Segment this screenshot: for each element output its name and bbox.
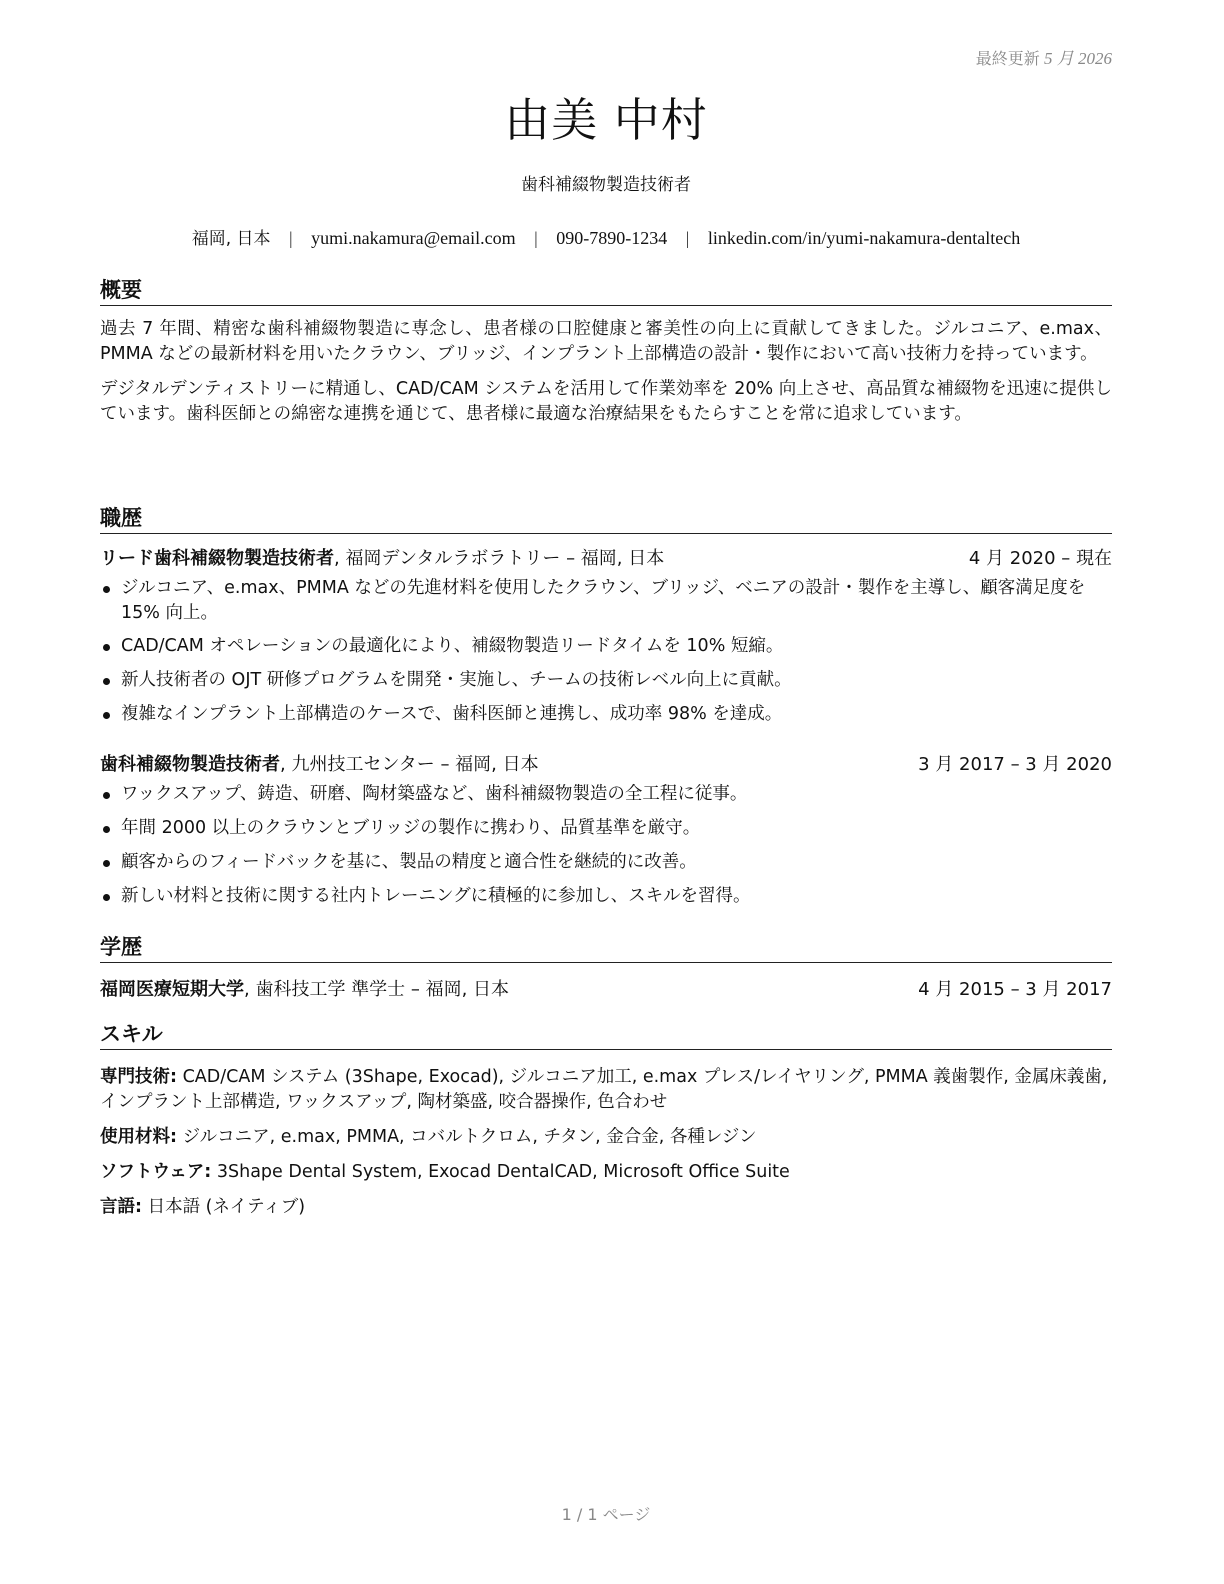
- contact-linkedin[interactable]: linkedin.com/in/yumi-nakamura-dentaltech: [707, 228, 1021, 248]
- skill-text: 3Shape Dental System, Exocad DentalCAD, Microsoft Office Suite: [211, 1162, 790, 1182]
- skill-text: 日本語 (ネイティブ): [142, 1197, 306, 1217]
- bullet-text: 新人技術者の OJT 研修プログラムを開発・実施し、チームの技術レベル向上に貢献。: [121, 670, 792, 690]
- list-item: [100, 634, 1112, 659]
- contact-line: [100, 224, 1112, 249]
- summary-paragraph: 過去 7 年間、精密な歯科補綴物製造に専念し、患者様の口腔健康と審美性の向上に貢献してきました。ジルコニア、e.max、PMMA などの最新材料を用いたクラウン、ブリッジ、インプラント上部構造の設計・製作において高い技術力を持っています。: [100, 319, 1112, 364]
- job-title: 歯科補綴物製造技術者: [521, 175, 691, 195]
- job-header: [100, 753, 1112, 777]
- list-item: [100, 702, 1112, 727]
- experience-section: [100, 505, 1112, 909]
- bullet-text: 顧客からのフィードバックを基に、製品の精度と適合性を継続的に改善。: [121, 852, 697, 872]
- job-bullets: [100, 782, 1112, 909]
- bullet-icon: [103, 894, 110, 901]
- job-dates: 4 月 2020 – 現在: [968, 548, 1112, 569]
- skill-label: 専門技術:: [100, 1067, 177, 1087]
- skill-row: [100, 1125, 1112, 1150]
- summary-paragraph: デジタルデンティストリーに精通し、CAD/CAM システムを活用して作業効率を 20% 向上させ、高品質な補綴物を迅速に提供しています。歯科医師との綿密な連携を通じて、患者様に最適な治療結果をもたらすことを常に追求しています。: [100, 379, 1112, 424]
- last-updated-month: 5 月: [1044, 49, 1074, 68]
- list-item: [100, 668, 1112, 693]
- resume-page: [100, 0, 1112, 1584]
- bullet-icon: [103, 826, 110, 833]
- bullet-text: 年間 2000 以上のクラウンとブリッジの製作に携わり、品質基準を厳守。: [121, 818, 701, 838]
- contact-separator: |: [534, 228, 538, 248]
- job-header: [100, 547, 1112, 571]
- summary-heading: 概要: [100, 277, 1112, 306]
- job-entry: [100, 753, 1112, 909]
- skill-label: 使用材料:: [100, 1127, 177, 1147]
- list-item: [100, 816, 1112, 841]
- candidate-name: 由美 中村: [504, 93, 708, 147]
- job-role: リード歯科補綴物製造技術者: [100, 548, 334, 569]
- experience-heading: 職歴: [100, 505, 1112, 534]
- job-entry: [100, 547, 1112, 727]
- bullet-text: CAD/CAM オペレーションの最適化により、補綴物製造リードタイムを 10% 短縮。: [121, 636, 784, 656]
- bullet-icon: [103, 792, 110, 799]
- education-heading: 学歴: [100, 934, 1112, 963]
- job-org: , 福岡デンタルラボラトリー – 福岡, 日本: [334, 548, 665, 569]
- job-org: , 九州技工センター – 福岡, 日本: [280, 754, 539, 775]
- bullet-icon: [103, 678, 110, 685]
- education-dates: 4 月 2015 – 3 月 2017: [918, 979, 1112, 1000]
- skill-row: [100, 1195, 1112, 1220]
- school-name: 福岡医療短期大学: [100, 979, 244, 1000]
- education-section: [100, 934, 1112, 1002]
- last-updated: [976, 44, 1112, 69]
- bullet-text: 複雑なインプラント上部構造のケースで、歯科医師と連携し、成功率 98% を達成。: [121, 704, 783, 724]
- bullet-icon: [103, 860, 110, 867]
- list-item: [100, 782, 1112, 807]
- bullet-text: 新しい材料と技術に関する社内トレーニングに積極的に参加し、スキルを習得。: [121, 886, 751, 906]
- skill-text: ジルコニア, e.max, PMMA, コバルトクロム, チタン, 金合金, 各種レジン: [177, 1127, 757, 1147]
- bullet-text: ジルコニア、e.max、PMMA などの先進材料を使用したクラウン、ブリッジ、ベニアの設計・製作を主導し、顧客満足度を 15% 向上。: [121, 578, 1086, 623]
- skill-row: [100, 1160, 1112, 1185]
- job-bullets: [100, 576, 1112, 727]
- last-updated-year: 2026: [1078, 49, 1112, 68]
- contact-email[interactable]: yumi.nakamura@email.com: [311, 228, 516, 248]
- degree-detail: , 歯科技工学 準学士 – 福岡, 日本: [244, 979, 510, 1000]
- skills-heading: スキル: [100, 1021, 1112, 1050]
- bullet-icon: [103, 586, 110, 593]
- bullet-text: ワックスアップ、鋳造、研磨、陶材築盛など、歯科補綴物製造の全工程に従事。: [121, 784, 748, 804]
- list-item: [100, 850, 1112, 875]
- list-item: [100, 576, 1112, 626]
- list-item: [100, 884, 1112, 909]
- skill-text: CAD/CAM システム (3Shape, Exocad), ジルコニア加工, e.max プレス/レイヤリング, PMMA 義歯製作, 金属床義歯, インプラント上部構造, ワックスアップ, 陶材築盛, 咬合器操作, 色合わせ: [100, 1067, 1108, 1112]
- skill-row: [100, 1065, 1112, 1115]
- page-number: 1 / 1 ページ: [561, 1505, 651, 1524]
- contact-phone[interactable]: 090-7890-1234: [556, 228, 668, 248]
- summary-section: [100, 277, 1112, 427]
- bullet-icon: [103, 712, 110, 719]
- skill-label: ソフトウェア:: [100, 1162, 212, 1182]
- skills-section: [100, 1021, 1112, 1220]
- skill-label: 言語:: [100, 1197, 142, 1217]
- contact-separator: |: [685, 228, 690, 248]
- contact-location: 福岡, 日本: [191, 229, 271, 249]
- contact-separator: |: [289, 228, 293, 248]
- bullet-icon: [103, 644, 110, 651]
- job-dates: 3 月 2017 – 3 月 2020: [918, 754, 1112, 775]
- job-role: 歯科補綴物製造技術者: [100, 754, 280, 775]
- last-updated-label: 最終更新: [975, 49, 1040, 68]
- education-entry: [100, 978, 1112, 1002]
